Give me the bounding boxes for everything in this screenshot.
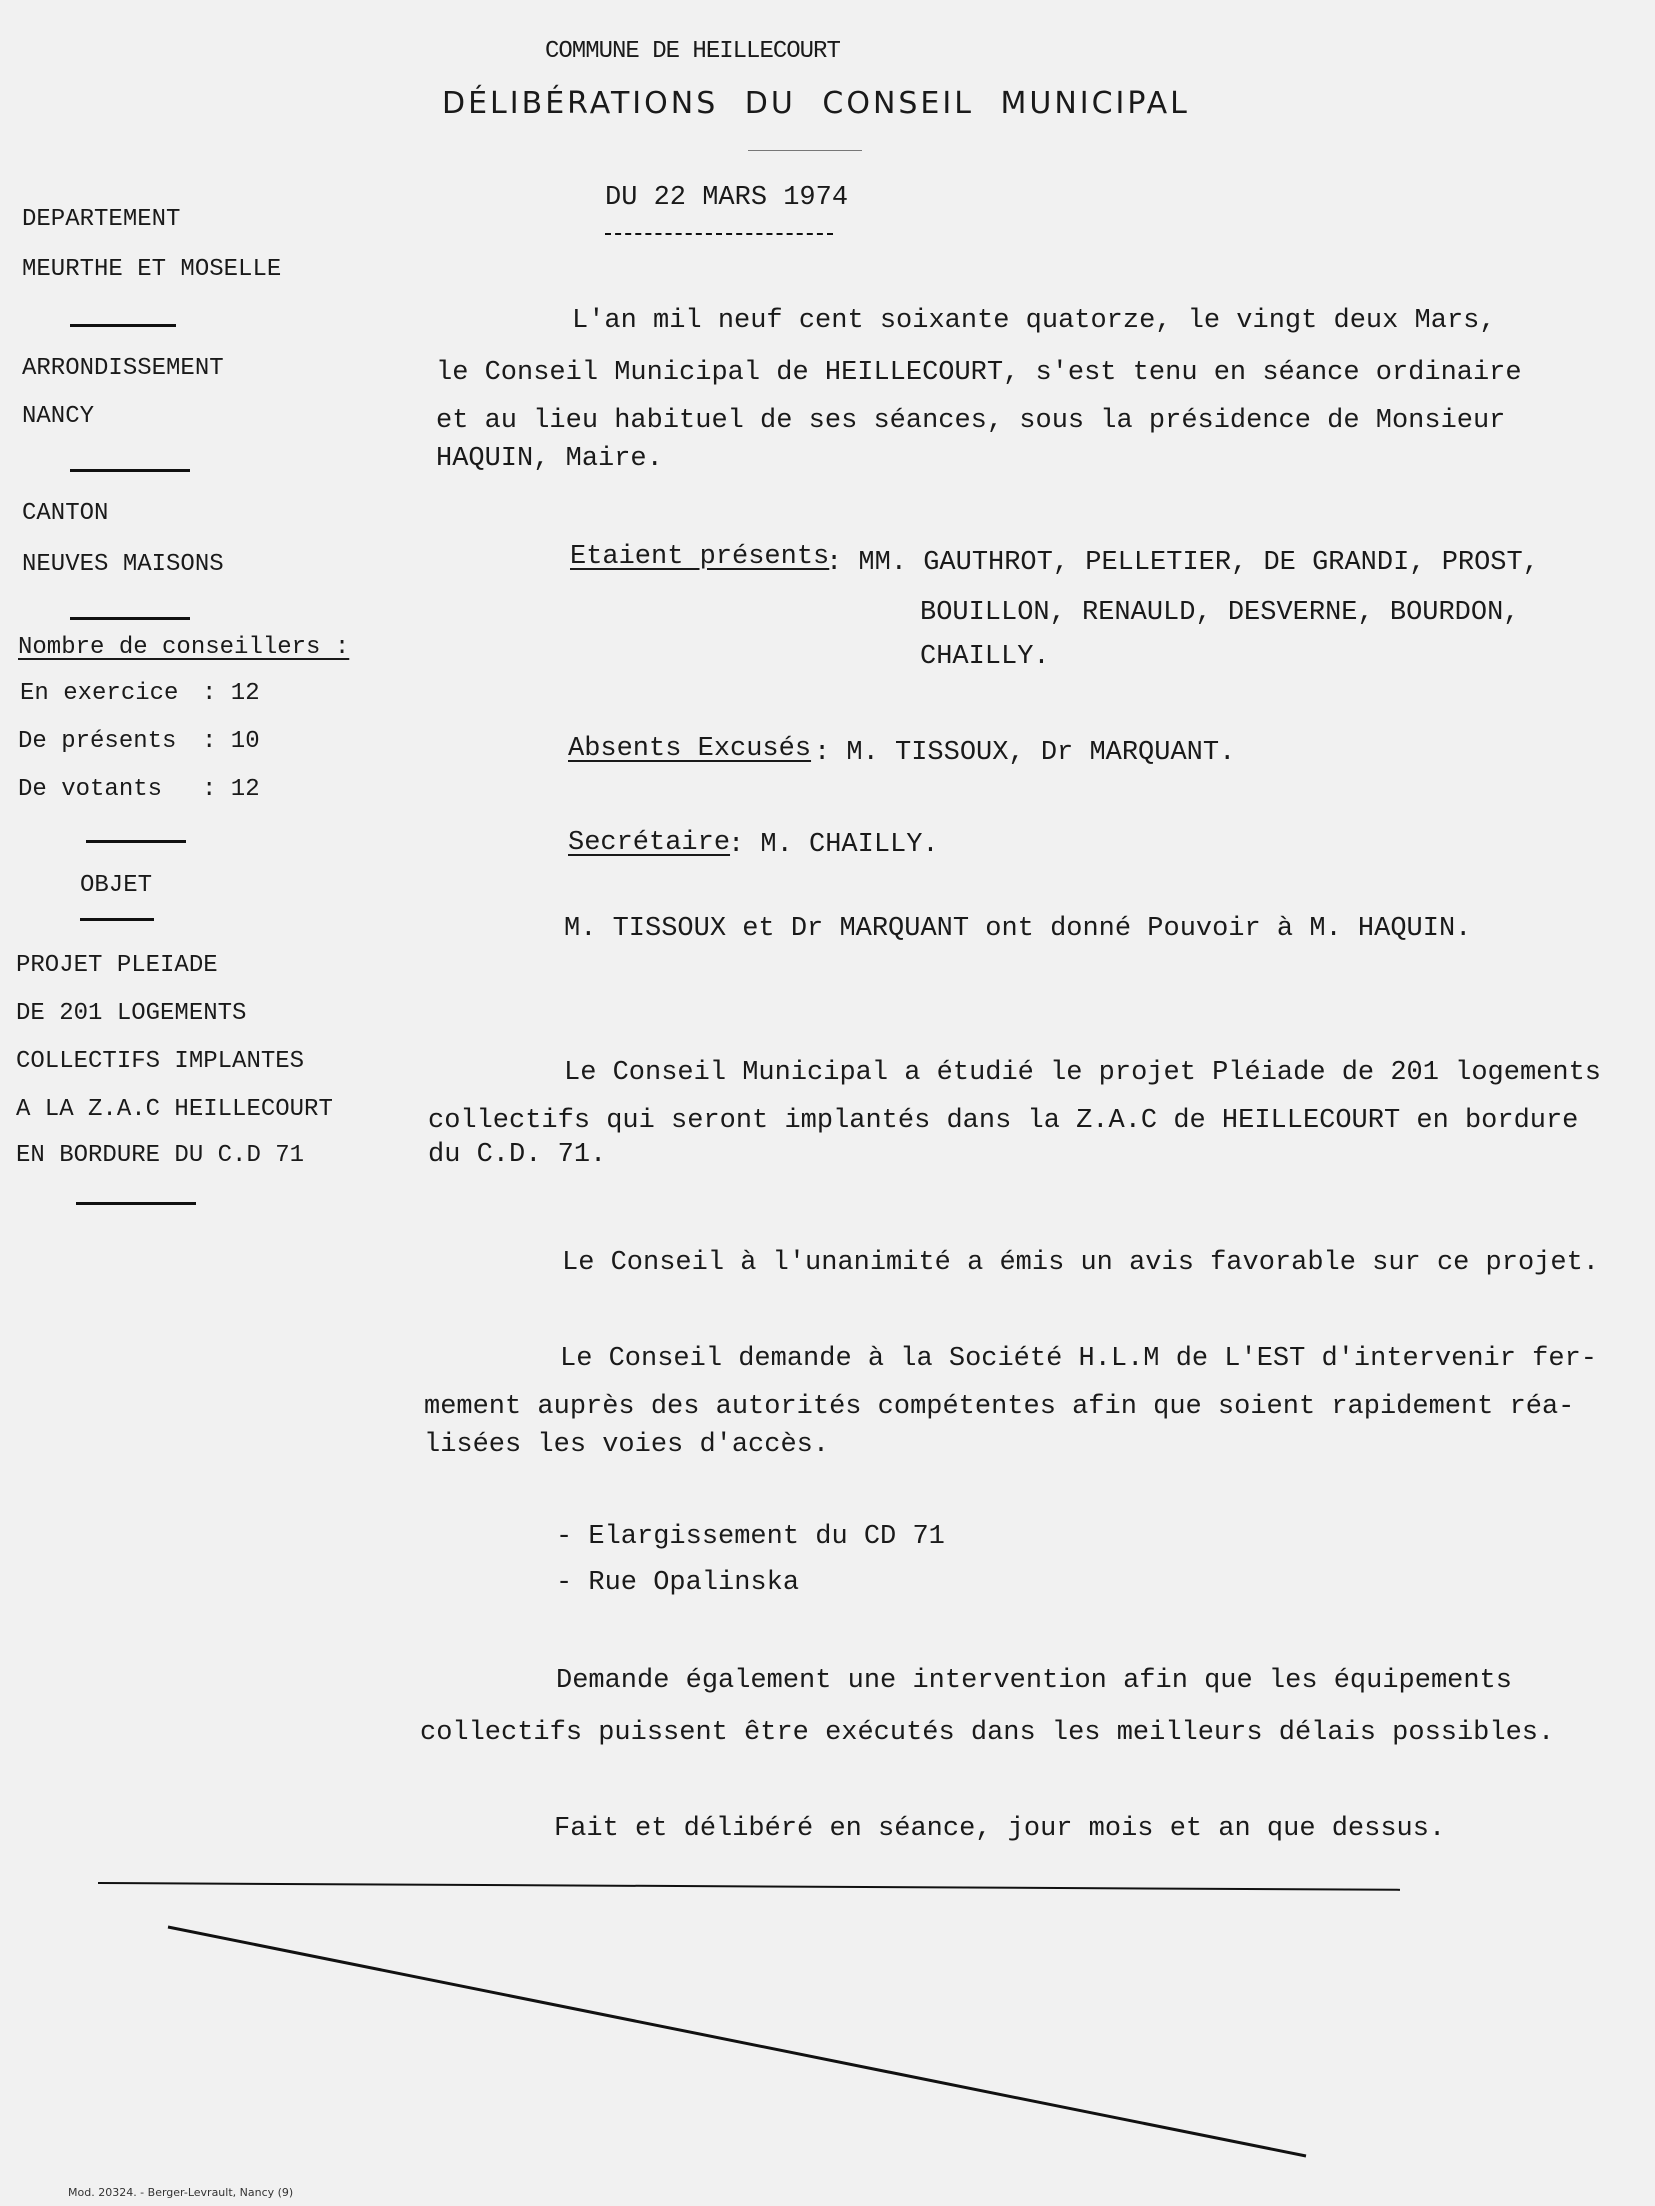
departement-value: MEURTHE ET MOSELLE bbox=[22, 256, 282, 283]
pouvoir-line: M. TISSOUX et Dr MARQUANT ont donné Pouvoir à M. HAQUIN. bbox=[564, 914, 1472, 944]
intro-line: L'an mil neuf cent soixante quatorze, le vingt deux Mars, bbox=[572, 306, 1496, 336]
objet-label: OBJET bbox=[80, 872, 153, 899]
projet-line: collectifs qui seront implantés dans la Z.A.C de HEILLECOURT en bordure bbox=[428, 1106, 1579, 1136]
count-presents-value: : 10 bbox=[202, 728, 260, 755]
objet-line: DE 201 LOGEMENTS bbox=[16, 1000, 247, 1027]
intro-line: le Conseil Municipal de HEILLECOURT, s'est tenu en séance ordinaire bbox=[436, 358, 1522, 388]
equipements-line: collectifs puissent être exécutés dans les meilleurs délais possibles. bbox=[420, 1718, 1555, 1748]
count-presents-label: De présents bbox=[18, 728, 177, 755]
intro-line: et au lieu habituel de ses séances, sous la présidence de Monsieur bbox=[436, 406, 1506, 436]
equipements-line: Demande également une intervention afin que les équipements bbox=[556, 1666, 1512, 1696]
arrondissement-label: ARRONDISSEMENT bbox=[22, 355, 224, 382]
fait-line: Fait et délibéré en séance, jour mois et an que dessus. bbox=[554, 1814, 1446, 1844]
projet-line: du C.D. 71. bbox=[428, 1140, 607, 1170]
secretaire-label: Secrétaire bbox=[568, 828, 731, 858]
demande-line: mement auprès des autorités compétentes afin que soient rapidement réa- bbox=[424, 1392, 1575, 1422]
voie-item: - Rue Opalinska bbox=[556, 1568, 800, 1598]
commune-title: COMMUNE DE HEILLECOURT bbox=[545, 38, 840, 65]
count-exercice-value: : 12 bbox=[202, 680, 260, 707]
deliberations-title: DÉLIBÉRATIONS DU CONSEIL MUNICIPAL bbox=[442, 86, 1190, 121]
count-votants-label: De votants bbox=[18, 776, 163, 803]
absents-value: : M. TISSOUX, Dr MARQUANT. bbox=[814, 738, 1236, 768]
canton-label: CANTON bbox=[22, 500, 109, 527]
objet-line: COLLECTIFS IMPLANTES bbox=[16, 1048, 305, 1075]
intro-line: HAQUIN, Maire. bbox=[436, 444, 663, 474]
secretaire-value: : M. CHAILLY. bbox=[728, 830, 939, 860]
demande-line: Le Conseil demande à la Société H.L.M de L'EST d'intervenir fer- bbox=[560, 1344, 1597, 1374]
canton-value: NEUVES MAISONS bbox=[22, 551, 224, 578]
presents-line: BOUILLON, RENAULD, DESVERNE, BOURDON, bbox=[920, 598, 1520, 628]
session-date: DU 22 MARS 1974 bbox=[605, 183, 849, 213]
demande-line: lisées les voies d'accès. bbox=[424, 1430, 830, 1460]
conseillers-label: Nombre de conseillers : bbox=[18, 634, 350, 661]
absents-label: Absents Excusés bbox=[568, 734, 812, 764]
presents-label: Etaient présents bbox=[570, 542, 830, 572]
count-exercice-label: En exercice bbox=[20, 680, 179, 707]
departement-label: DEPARTEMENT bbox=[22, 206, 181, 233]
presents-line: CHAILLY. bbox=[920, 642, 1050, 672]
objet-line: A LA Z.A.C HEILLECOURT bbox=[16, 1096, 333, 1123]
voie-item: - Elargissement du CD 71 bbox=[556, 1522, 945, 1552]
count-votants-value: : 12 bbox=[202, 776, 260, 803]
form-model-reference: Mod. 20324. - Berger-Levrault, Nancy (9) bbox=[68, 2186, 294, 2199]
objet-line: PROJET PLEIADE bbox=[16, 952, 218, 979]
projet-line: Le Conseil Municipal a étudié le projet Pléiade de 201 logements bbox=[564, 1058, 1601, 1088]
cancellation-line bbox=[168, 1927, 1306, 2156]
objet-line: EN BORDURE DU C.D 71 bbox=[16, 1142, 305, 1169]
avis-line: Le Conseil à l'unanimité a émis un avis favorable sur ce projet. bbox=[562, 1248, 1599, 1278]
presents-line: : MM. GAUTHROT, PELLETIER, DE GRANDI, PROST, bbox=[826, 548, 1539, 578]
arrondissement-value: NANCY bbox=[22, 403, 95, 430]
